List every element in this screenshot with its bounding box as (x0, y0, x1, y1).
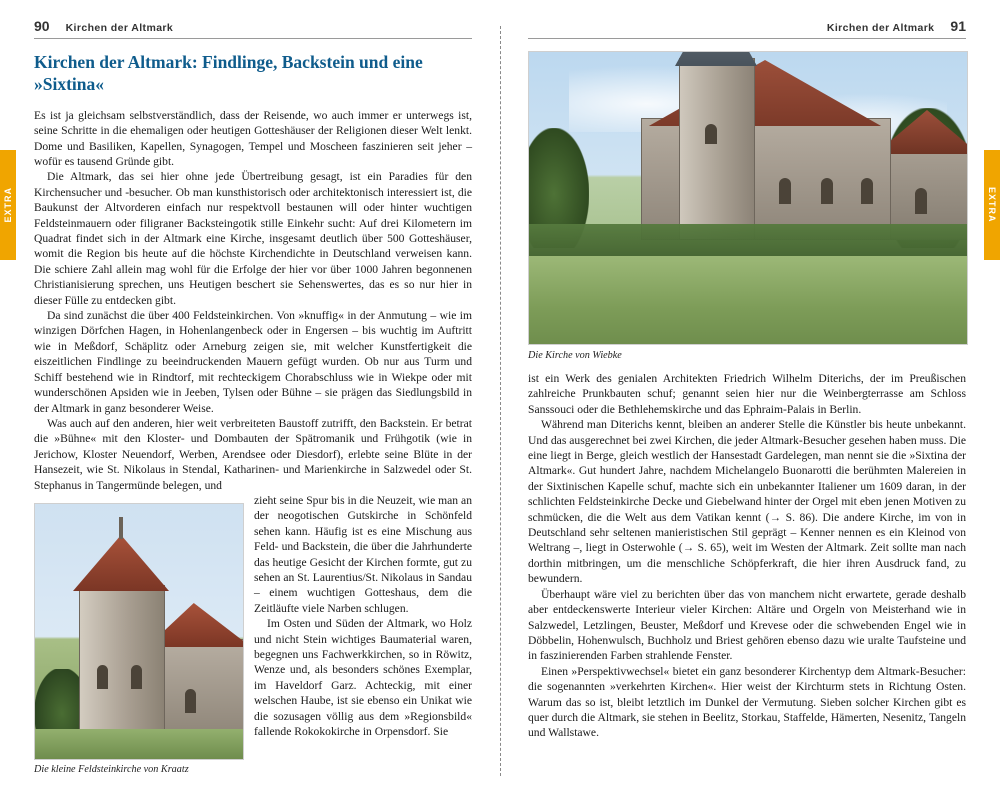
tower-roof-shape (73, 535, 169, 591)
kirche-von-wiebke-figure (528, 51, 966, 361)
page-gutter-divider (500, 26, 501, 776)
grass-shape (529, 256, 967, 344)
running-head-left (34, 18, 472, 39)
tower-shape (679, 58, 755, 240)
feldsteinkirche-kraatz-photo (34, 503, 244, 760)
extra-tab-left (0, 150, 16, 260)
paragraph: Einen »Perspektivwechsel« bietet ein ganz besonderer Kirchentyp dem Altmark-Besucher: die sogenannten »verkehrten Kirchen«. Hier weist der Kirchturm stets in Richtung Osten. Warum das so ist, bleibt letztlich im Dunkel der Vermutung. Sieben solcher Kirchen gibt es quer durch die Altmark, sie stehen in Beelitz, Storkau, Staffelde, Hämerten, Nesenitz, Tangeln und Wallstawe. (528, 664, 966, 740)
window-shape (779, 178, 791, 204)
running-head-title-right: Kirchen der Altmark (826, 22, 935, 34)
page-title: Kirchen der Altmark: Findlinge, Backstein und eine »Sixtina« (34, 52, 423, 95)
nave-shape (153, 639, 244, 737)
tower-roof-shape (675, 51, 757, 66)
right-page (500, 0, 1000, 800)
window-shape (97, 665, 108, 689)
photo-caption: Die kleine Feldsteinkirche von Kraatz (34, 763, 189, 775)
paragraph: zieht seine Spur bis in die Neuzeit, wie man an der neogotischen Gutskirche in Schönfeld sehen kann. Häufig ist es eine Mischung aus Feld- und Backstein, die über die Jahrhunderte das heutige Gesicht der Kirchen formte, gut zu sehen an St. Laurentius/St. Nikolaus in Sandau – einem wuchtigen Gotteshaus, dem die Zeitläufte viele Narben schlugen. (254, 493, 472, 615)
window-shape (861, 178, 873, 204)
window-shape (821, 178, 833, 204)
paragraph: Was auch auf den anderen, hier weit verbreiteten Baustoff zutrifft, den Backstein. Er betrat die »Bühne« mit den Kloster- und Dombauten der Spätromanik und Frühgotik (wie in Jerichow, Kloster Neuendorf, Werben, Arendsee oder Diesdorf), erlebte seine Blüte in der Hansezeit, wie St. Nikolaus in Stendal, Katharinen- und Marienkirche in Salzwedel oder St. Stephanus in Tangermünde belegen, und (34, 416, 472, 492)
window-shape (185, 689, 196, 713)
paragraph: Da sind zunächst die über 400 Feldsteinkirchen. Von »knuffig« in der Anmutung – wie im winzigen Dörfchen Hagen, in Hohenlangenbeck oder in Engersen – bis wuchtig im Auftritt wie in Meßdorf, Schäplitz oder Arneburg zeigen sie, mit welcher Kunstfertigkeit die eiszeitlichen Findlinge zu beeindruckenden Mauern gefügt wurden. Ob nur aus Turm und Schiff bestehend wie in Rindtorf, mit rechteckigem Chorabschluss wie in Wiekpe oder mit wunderschönen Apsiden wie in Jeeben, Tylsen oder Bühne – sie prägen das Siedlungsbild in der Altmark in ganz besonderer Weise. (34, 309, 472, 415)
extra-tab-label: EXTRA (3, 187, 13, 223)
paragraph: Im Osten und Süden der Altmark, wo Holz und nicht Stein wichtiges Baumaterial waren, begegnen uns Fachwerkkirchen, so in Röwitz, Wenze und, als besonders schönes Exemplar, im Haveldorf Garz. Achteckig, mit einer welschen Haube, ist sie ebenso ein Unikat wie die sozusagen völlig aus dem »Regionsbild« fallende Rokokokirche in Orpensdorf. Sie (254, 617, 472, 739)
text-with-photo-wrap (34, 493, 472, 777)
paragraph: Die Altmark, das sei hier ohne jede Übertreibung gesagt, ist ein Paradies für den Kirchensucher und -besucher. Ob man kunsthistorisch oder architektonisch interessiert ist, die Baukunst der Altvorderen einfach nur respektvoll bestaunen will oder hinter wuchtigen Feldsteinmauern oder filigraner Backsteingotik stille Einkehr sucht: Auf drei Kilometern im Quadrat findet sich in der Altmark eine Kirche, insgesamt deutlich über 500 Gotteshäuser, womit die Region bis heute auf die höchste Kirchendichte in Deutschland verweisen kann. Die schiere Zahl allein mag wohl für die Erfolge der hier vor über 1000 Jahren begonnenen Christianisierung sprechen, uns Heutigen beschert sie Sehenswertes, das es so nur hier in dieser Fülle zu entdecken gibt. (34, 170, 472, 307)
extra-tab-right (984, 150, 1000, 260)
spire-shape (119, 517, 123, 539)
paragraph: Es ist ja gleichsam selbstverständlich, dass der Reisende, wo auch immer er unterwegs ist, seine Schritte in die ehemaligen oder heutigen Gotteshäuser der Religionen dieser Welt lenkt. Dome und Basiliken, Kapellen, Synagogen, Tempel und Moscheen faszinieren seit jeher – wofür es tausend Gründe gibt. (34, 108, 472, 168)
window-shape (705, 124, 717, 144)
photo-caption: Die Kirche von Wiebke (528, 350, 622, 361)
running-head-title-left: Kirchen der Altmark (65, 22, 174, 34)
window-shape (131, 665, 142, 689)
paragraph: Während man Diterichs kennt, bleiben an anderer Stelle die Künstler bis heute unbekannt. Und das ausgerechnet bei zwei Kirchen, die jeder Altmark-Besucher gesehen haben muss. Die eine liegt in Berge, gleich westlich der Hansestadt Gardelegen, man nennt sie die »Sixtina der Altmark«. Gut hundert Jahre, nachdem Michelangelo Buonarotti die berühmten Malereien in der Sixtinischen Kapelle schuf, machte sich ein unbekannter Italiener um 1609 daran, in der schlichten Feldsteinkirche Decke und Giebelwand hinter der Orgel mit eben jenen Motiven zu schmücken, die die Welt aus dem Vatikan kennt (→ S. 86). Die andere Kirche, im von in Deutschland sehr seltenen manieristischen Stil geprägt – Kenner nennen es ein Kleinod von Weltrang –, liegt in Osterwohle (→ S. 65), weit im Westen der Altmark. Zeit sollte man nach dorthin mitbringen, um die menschliche Schöpferkraft, die hier ihren Ausdruck fand, zu bewundern. (528, 418, 966, 586)
kirche-von-wiebke-photo (528, 51, 968, 345)
running-head-right (528, 18, 966, 39)
paragraph: Überhaupt wäre viel zu berichten über das von manchem nicht erwartete, gerade deshalb aber entdeckenswerte Interieur vieler Kirchen: Altäre und Orgeln von Meisterhand wie in Salzwedel, Letzlingen, Beuster, Meßdorf und Krevese oder die schwebenden Engel wie in Döbbelin, Hohenwulsch, Buchholz und Briest gehören ebenso dazu wie uralte Taufsteine und in faszinierenden Farben strahlende Fenster. (528, 587, 966, 663)
grass-shape (35, 729, 243, 759)
feldsteinkirche-kraatz-figure (34, 499, 242, 775)
window-shape (915, 188, 927, 214)
tower-shape (79, 585, 165, 737)
paragraph: ist ein Werk des genialen Architekten Friedrich Wilhelm Diterichs, der im Preußischen zahlreiche Prunkbauten schuf; genannt seien hier nur die Weinbergterrasse am Schloss Sanssouci oder die Bethlehemskirche und das Ephraim-Palais in Berlin. (528, 372, 966, 416)
page-number-right: 91 (950, 18, 966, 34)
page-number-left: 90 (34, 18, 50, 34)
extra-tab-label: EXTRA (987, 187, 997, 223)
